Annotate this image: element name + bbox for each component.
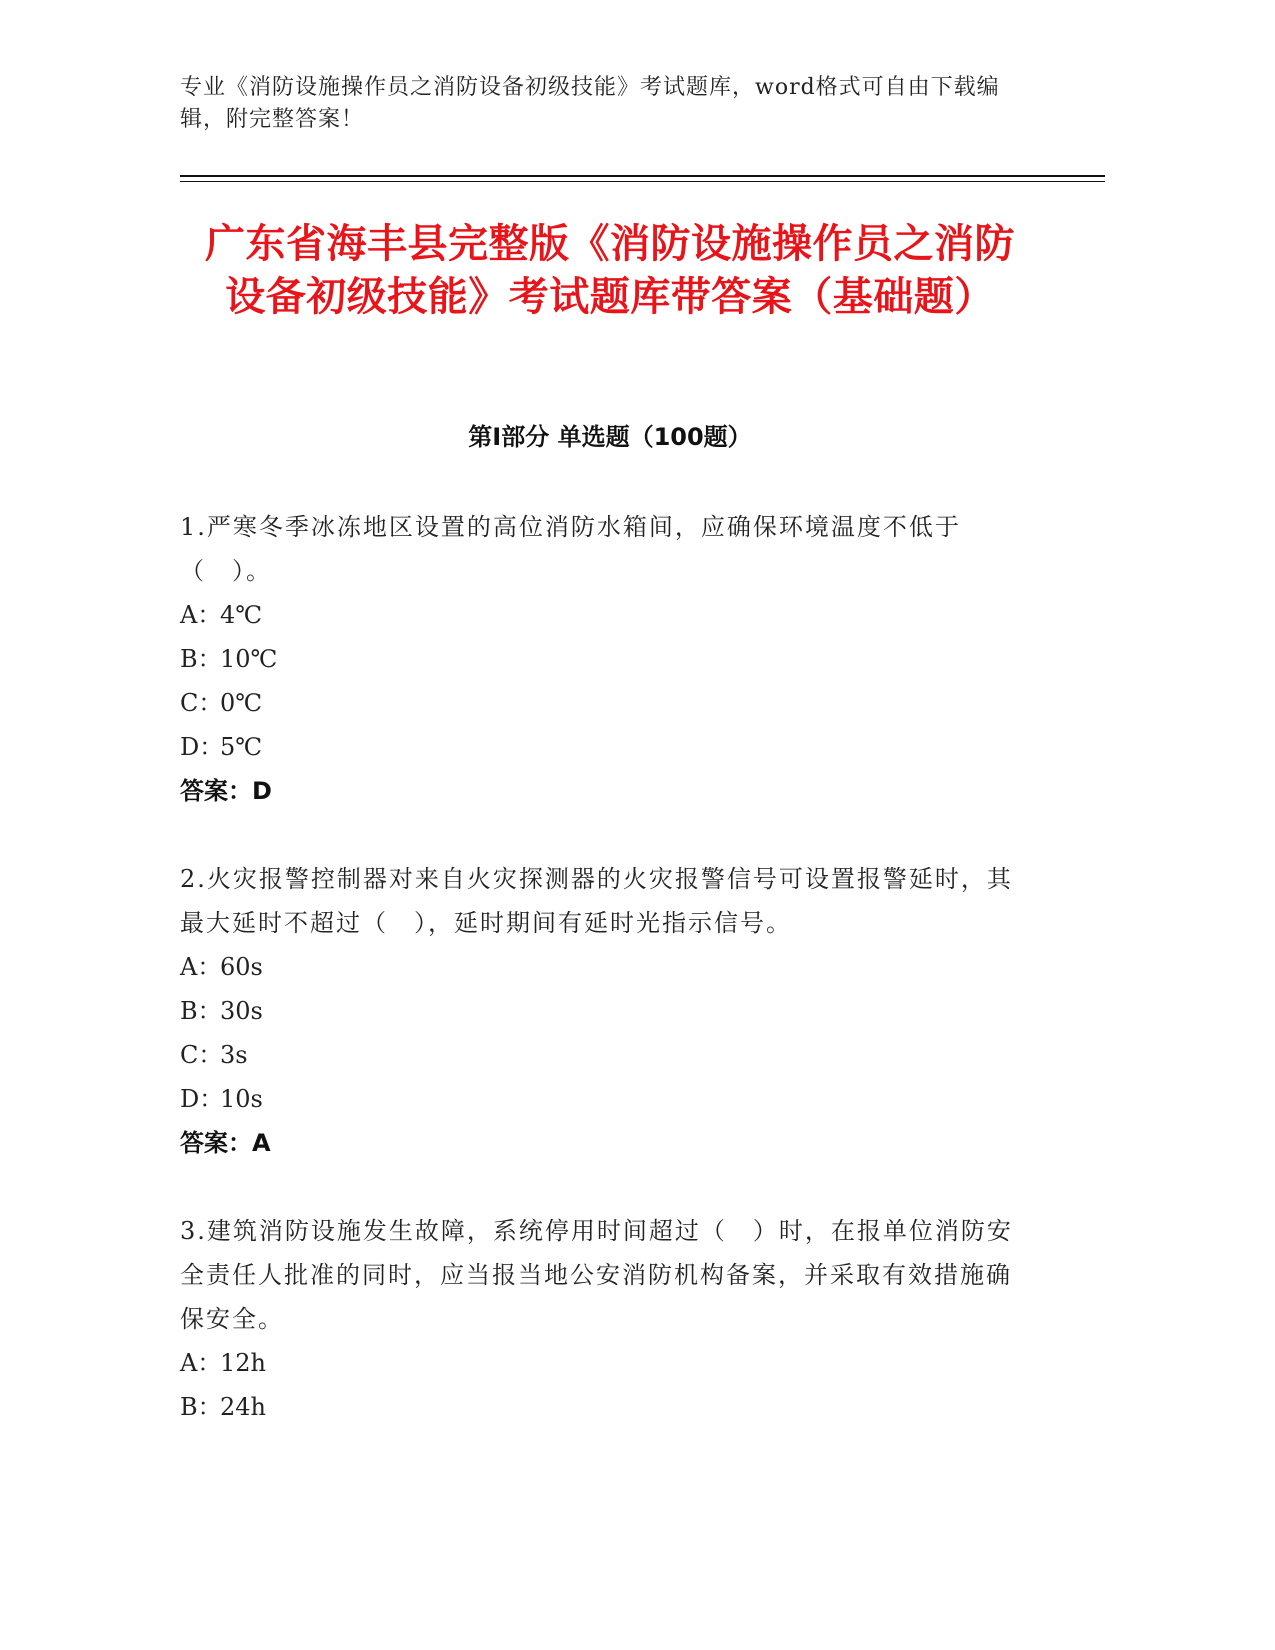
- option-key: B：: [180, 997, 222, 1025]
- option-key: A：: [180, 953, 222, 981]
- option-key: D：: [180, 1085, 224, 1113]
- question-stem: 3.建筑消防设施发生故障，系统停用时间超过（ ）时，在报单位消防安全责任人批准的同时，应当报当地公安消防机构备案，并采取有效措施确保安全。: [180, 1217, 1013, 1333]
- option-text: 10℃: [220, 645, 278, 673]
- option-list: [180, 1341, 1025, 1429]
- option-a: [180, 593, 1025, 637]
- question-stem: 2.火灾报警控制器对来自火灾探测器的火灾报警信号可设置报警延时，其最大延时不超过（ ），延时期间有延时光指示信号。: [180, 865, 1013, 937]
- option-a: [180, 1341, 1025, 1385]
- option-list: [180, 593, 1025, 769]
- option-list: [180, 945, 1025, 1121]
- document-title: 广东省海丰县完整版《消防设施操作员之消防设备初级技能》考试题库带答案（基础题）: [205, 221, 1015, 320]
- option-key: C：: [180, 689, 223, 717]
- option-key: B：: [180, 645, 222, 673]
- option-text: 60s: [220, 953, 263, 981]
- question-2: [180, 857, 1025, 1165]
- option-c: [180, 681, 1025, 725]
- option-text: 0℃: [220, 689, 263, 717]
- header-rule-thick: [180, 175, 1105, 177]
- question-stem: 1.严寒冬季冰冻地区设置的高位消防水箱间，应确保环境温度不低于（ ）。: [180, 513, 961, 585]
- answer-line: 答案：A: [180, 1129, 271, 1157]
- header-rule-thin: [180, 181, 1105, 182]
- option-text: 4℃: [220, 601, 263, 629]
- option-text: 3s: [220, 1041, 248, 1069]
- option-text: 30s: [220, 997, 263, 1025]
- option-key: B：: [180, 1393, 222, 1421]
- option-b: [180, 1385, 1025, 1429]
- question-3: [180, 1209, 1025, 1429]
- option-text: 5℃: [220, 733, 263, 761]
- option-key: C：: [180, 1041, 223, 1069]
- option-d: [180, 1077, 1025, 1121]
- option-text: 24h: [220, 1393, 266, 1421]
- option-key: A：: [180, 601, 222, 629]
- option-text: 10s: [220, 1085, 263, 1113]
- option-key: D：: [180, 733, 224, 761]
- option-a: [180, 945, 1025, 989]
- option-key: A：: [180, 1349, 222, 1377]
- option-d: [180, 725, 1025, 769]
- option-b: [180, 637, 1025, 681]
- answer-line: 答案：D: [180, 777, 272, 805]
- question-1: [180, 505, 1025, 813]
- section-heading: 第Ⅰ部分 单选题（100题）: [468, 423, 752, 451]
- header-note: 专业《消防设施操作员之消防设备初级技能》考试题库，word格式可自由下载编辑，附完整答案！: [180, 75, 1000, 132]
- option-b: [180, 989, 1025, 1033]
- question-list: [180, 505, 1025, 1473]
- option-c: [180, 1033, 1025, 1077]
- option-text: 12h: [220, 1349, 266, 1377]
